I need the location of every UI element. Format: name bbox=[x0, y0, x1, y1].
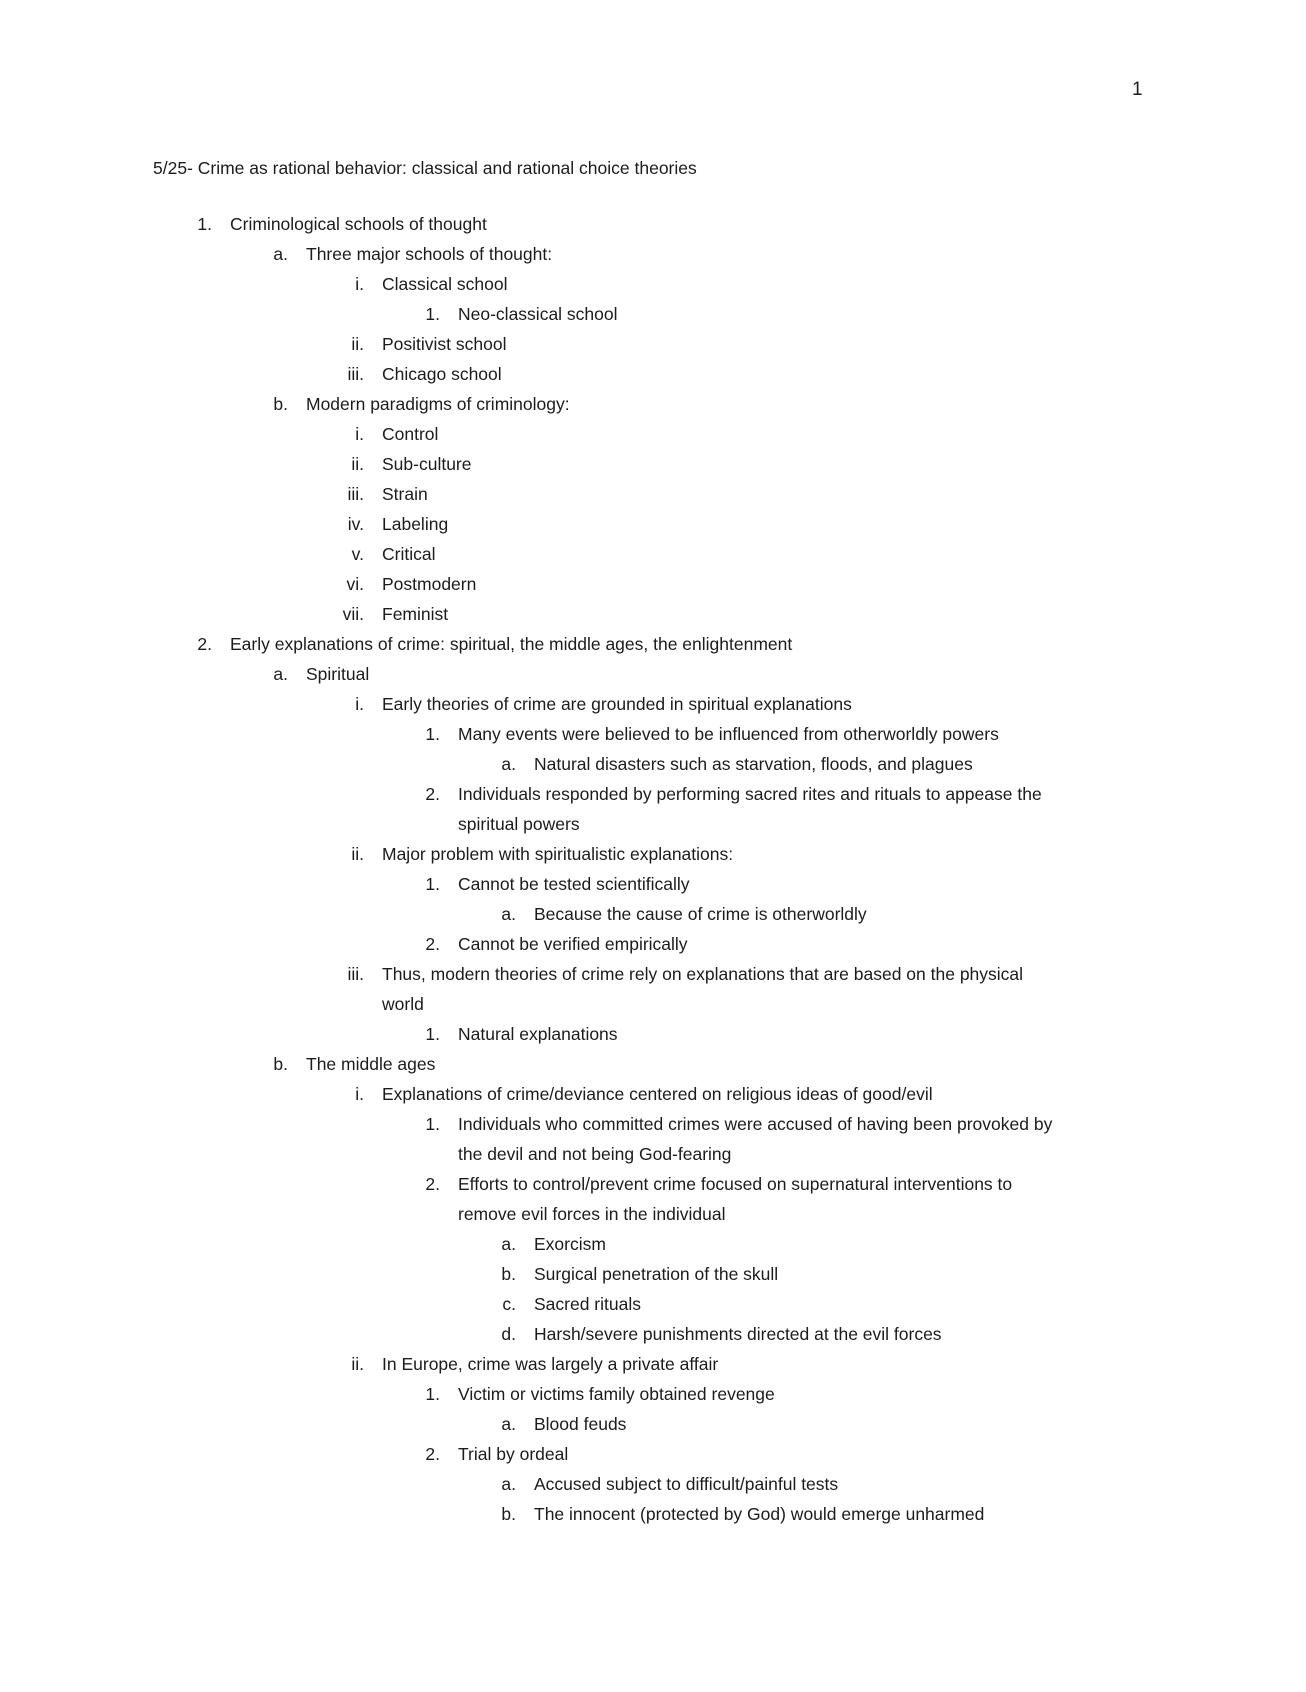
outline-marker: a. bbox=[501, 904, 516, 924]
outline-item bbox=[0, 599, 1306, 629]
outline-item bbox=[0, 1439, 1306, 1469]
outline-marker: b. bbox=[501, 1504, 516, 1524]
outline-item bbox=[0, 1169, 1306, 1199]
outline-text: remove evil forces in the individual bbox=[458, 1204, 726, 1224]
outline-list bbox=[0, 209, 1306, 1529]
outline-text: Natural disasters such as starvation, floods, and plagues bbox=[534, 754, 973, 774]
outline-item bbox=[0, 1229, 1306, 1259]
outline-marker: 1. bbox=[197, 214, 212, 234]
outline-marker: iii. bbox=[347, 964, 364, 984]
outline-item bbox=[0, 1019, 1306, 1049]
outline-text: Accused subject to difficult/painful tests bbox=[534, 1474, 839, 1494]
outline-text: Individuals responded by performing sacred rites and rituals to appease the bbox=[458, 784, 1042, 804]
outline-text: Criminological schools of thought bbox=[230, 214, 487, 234]
outline-text: Positivist school bbox=[382, 334, 507, 354]
outline-text: Chicago school bbox=[382, 364, 502, 384]
outline-item bbox=[0, 989, 1306, 1019]
outline-item bbox=[0, 239, 1306, 269]
outline-marker: vi. bbox=[346, 574, 364, 594]
outline-marker: a. bbox=[501, 1414, 516, 1434]
outline-marker: 2. bbox=[425, 934, 440, 954]
outline-item bbox=[0, 659, 1306, 689]
outline-marker: 2. bbox=[425, 1444, 440, 1464]
outline-marker: 1. bbox=[425, 304, 440, 324]
outline-marker: a. bbox=[273, 664, 288, 684]
outline-item bbox=[0, 1319, 1306, 1349]
outline-item bbox=[0, 719, 1306, 749]
outline-item bbox=[0, 899, 1306, 929]
outline-marker: c. bbox=[502, 1294, 516, 1314]
outline-text: the devil and not being God-fearing bbox=[458, 1144, 732, 1164]
outline-text: Exorcism bbox=[534, 1234, 606, 1254]
outline-marker: 1. bbox=[425, 874, 440, 894]
outline-marker: 1. bbox=[425, 724, 440, 744]
outline-text: The middle ages bbox=[306, 1054, 436, 1074]
outline-text: In Europe, crime was largely a private affair bbox=[382, 1354, 719, 1374]
outline-text: Spiritual bbox=[306, 664, 370, 684]
outline-item bbox=[0, 569, 1306, 599]
outline-item bbox=[0, 929, 1306, 959]
outline-marker: iii. bbox=[347, 364, 364, 384]
outline-text: Sacred rituals bbox=[534, 1294, 641, 1314]
outline-marker: a. bbox=[501, 1234, 516, 1254]
outline-marker: b. bbox=[273, 1054, 288, 1074]
outline-item bbox=[0, 1109, 1306, 1139]
outline-marker: a. bbox=[273, 244, 288, 264]
outline-item bbox=[0, 689, 1306, 719]
outline-text: Control bbox=[382, 424, 439, 444]
outline-text: Three major schools of thought: bbox=[306, 244, 553, 264]
outline-item bbox=[0, 869, 1306, 899]
outline-item bbox=[0, 419, 1306, 449]
outline-marker: 1. bbox=[425, 1384, 440, 1404]
outline-item bbox=[0, 389, 1306, 419]
outline-text: Harsh/severe punishments directed at the evil forces bbox=[534, 1324, 942, 1344]
outline-text: Many events were believed to be influenced from otherworldly powers bbox=[458, 724, 999, 744]
outline-text: Modern paradigms of criminology: bbox=[306, 394, 570, 414]
outline-item bbox=[0, 509, 1306, 539]
outline-marker: b. bbox=[273, 394, 288, 414]
outline-item bbox=[0, 329, 1306, 359]
outline-item bbox=[0, 209, 1306, 239]
outline-item bbox=[0, 299, 1306, 329]
outline-text: Thus, modern theories of crime rely on explanations that are based on the physical bbox=[382, 964, 1024, 984]
outline-item bbox=[0, 1139, 1306, 1169]
outline-marker: a. bbox=[501, 1474, 516, 1494]
outline-marker: ii. bbox=[351, 454, 364, 474]
outline-text: Strain bbox=[382, 484, 428, 504]
outline-item bbox=[0, 779, 1306, 809]
outline-item bbox=[0, 1469, 1306, 1499]
outline-marker: ii. bbox=[351, 334, 364, 354]
outline-text: Classical school bbox=[382, 274, 508, 294]
outline-item bbox=[0, 359, 1306, 389]
outline-text: Surgical penetration of the skull bbox=[534, 1264, 779, 1284]
outline-marker: d. bbox=[501, 1324, 516, 1344]
outline-marker: i. bbox=[355, 1084, 364, 1104]
outline-marker: i. bbox=[355, 424, 364, 444]
outline-item bbox=[0, 629, 1306, 659]
outline-text: world bbox=[382, 994, 424, 1014]
outline-item bbox=[0, 1049, 1306, 1079]
outline-text: Major problem with spiritualistic explanations: bbox=[382, 844, 734, 864]
outline-marker: 1. bbox=[425, 1024, 440, 1044]
page-number: 1 bbox=[1132, 79, 1143, 100]
outline-item bbox=[0, 749, 1306, 779]
outline-marker: iv. bbox=[347, 514, 364, 534]
outline-item bbox=[0, 1409, 1306, 1439]
outline-marker: iii. bbox=[347, 484, 364, 504]
outline-item bbox=[0, 809, 1306, 839]
outline-item bbox=[0, 449, 1306, 479]
outline-marker: 1. bbox=[425, 1114, 440, 1134]
outline-text: Feminist bbox=[382, 604, 449, 624]
outline-item bbox=[0, 269, 1306, 299]
outline-marker: v. bbox=[351, 544, 364, 564]
outline-text: Victim or victims family obtained revenge bbox=[458, 1384, 775, 1404]
outline-marker: a. bbox=[501, 754, 516, 774]
outline-marker: 2. bbox=[197, 634, 212, 654]
outline-item bbox=[0, 1259, 1306, 1289]
outline-item bbox=[0, 839, 1306, 869]
outline-item bbox=[0, 479, 1306, 509]
outline-item bbox=[0, 1349, 1306, 1379]
outline-marker: i. bbox=[355, 694, 364, 714]
outline-text: Cannot be verified empirically bbox=[458, 934, 688, 954]
outline-text: Because the cause of crime is otherworldly bbox=[534, 904, 867, 924]
outline-text: The innocent (protected by God) would emerge unharmed bbox=[534, 1504, 985, 1524]
outline-text: Individuals who committed crimes were accused of having been provoked by bbox=[458, 1114, 1053, 1134]
document-title: 5/25- Crime as rational behavior: classical and rational choice theories bbox=[153, 158, 697, 178]
outline-marker: vii. bbox=[342, 604, 364, 624]
outline-marker: b. bbox=[501, 1264, 516, 1284]
outline-text: Labeling bbox=[382, 514, 449, 534]
outline-text: Efforts to control/prevent crime focused on supernatural interventions to bbox=[458, 1174, 1013, 1194]
outline-text: Postmodern bbox=[382, 574, 477, 594]
outline-text: Cannot be tested scientifically bbox=[458, 874, 690, 894]
outline-marker: 2. bbox=[425, 784, 440, 804]
outline-text: Trial by ordeal bbox=[458, 1444, 569, 1464]
outline-text: Sub-culture bbox=[382, 454, 472, 474]
outline-text: Blood feuds bbox=[534, 1414, 627, 1434]
outline-text: Early theories of crime are grounded in spiritual explanations bbox=[382, 694, 852, 714]
outline-item bbox=[0, 1289, 1306, 1319]
outline-item bbox=[0, 539, 1306, 569]
outline-item bbox=[0, 1379, 1306, 1409]
outline-text: Natural explanations bbox=[458, 1024, 618, 1044]
outline-marker: 2. bbox=[425, 1174, 440, 1194]
outline-text: Explanations of crime/deviance centered on religious ideas of good/evil bbox=[382, 1084, 933, 1104]
outline-marker: ii. bbox=[351, 1354, 364, 1374]
outline-item bbox=[0, 959, 1306, 989]
outline-item bbox=[0, 1199, 1306, 1229]
outline-marker: ii. bbox=[351, 844, 364, 864]
outline-text: Neo-classical school bbox=[458, 304, 618, 324]
outline-text: Early explanations of crime: spiritual, the middle ages, the enlightenment bbox=[230, 634, 793, 654]
outline-marker: i. bbox=[355, 274, 364, 294]
outline-text: Critical bbox=[382, 544, 436, 564]
outline-item bbox=[0, 1079, 1306, 1109]
outline-text: spiritual powers bbox=[458, 814, 580, 834]
outline-item bbox=[0, 1499, 1306, 1529]
